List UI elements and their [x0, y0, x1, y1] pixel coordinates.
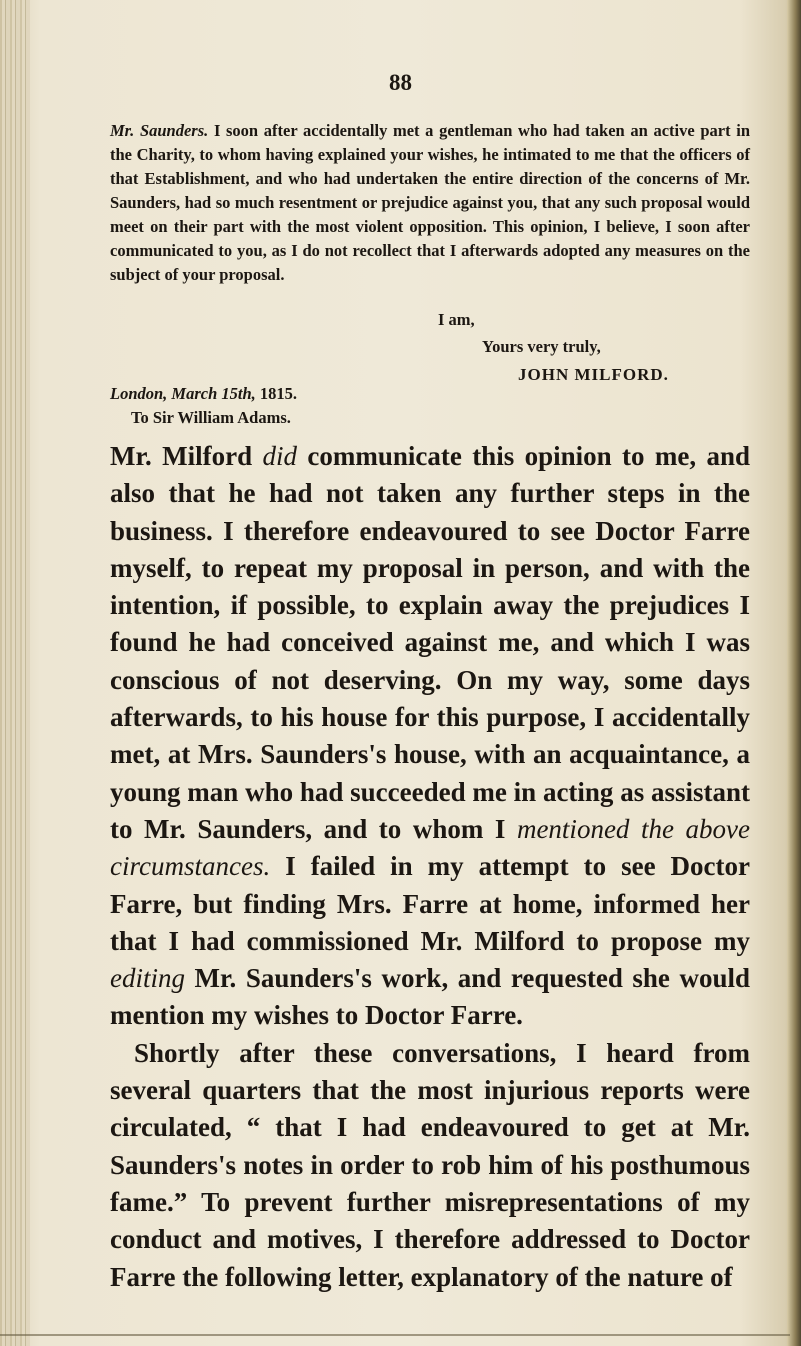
letter-salutation: Mr. Saunders. [110, 121, 209, 140]
letter-body: I soon after accidentally met a gentleman who had taken an active part in the Charity, to whom having explained your wishes, he intimated to me that the officers of that Establishment, and who had undertaken the entire direction of the concerns of Mr. Saunders, had so much resentment or prejudice against you, that any such proposal would meet on their part with the most violent opposition. This opinion, I believe, I soon after communicated to you, as I do not recollect that I afterwards adopted any measures on the subject of your proposal. [110, 121, 750, 284]
paragraph-1-text-c: communicate this opinion to me, and also that he had not taken any further steps in the business. I therefore endeavoured to see Doctor Farre myself, to repeat my proposal in person, and with the intention, if possible, to explain away the prejudices I found he had conceived against me, and which I was conscious of not deserving. On my way, some days afterwards, to his house for this purpose, I accidentally met, at Mrs. Saunders's house, with an acquaintance, a young man who had succeeded me in acting as assistant to Mr. Saunders, and to whom I [110, 441, 750, 844]
paragraph-1-text-e: I failed in my attempt to see Doctor Farre, but finding Mrs. Farre at home, informed her that I had commissioned Mr. Milford to propose my [110, 851, 750, 956]
letter-closing-yours: Yours very truly, [482, 337, 601, 356]
letter-place-date [110, 384, 297, 404]
page-edge-shadow [787, 0, 801, 1346]
paragraph-1-italic-mentioned: mentioned the above circumstances. [110, 813, 750, 882]
letter-closing-i-am: I am, [438, 310, 475, 329]
paragraph-1-italic-did: did [262, 441, 297, 471]
book-spine-shadow [0, 0, 30, 1346]
bottom-rule [0, 1334, 790, 1336]
paragraph-1-text-g: Mr. Saunders's work, and requested she would mention my wishes to Doctor Farre. [110, 963, 750, 1031]
paragraph-1 [110, 438, 750, 1035]
paragraph-1-text-a: Mr. Milford [110, 441, 263, 471]
letter-year: 1815. [259, 384, 298, 403]
page-number: 88 [389, 70, 412, 95]
letter-place: London, March 15th, [110, 384, 256, 403]
letter-signature: JOHN MILFORD. [518, 365, 669, 384]
quoted-letter [110, 119, 750, 287]
main-text [110, 438, 750, 1296]
paragraph-1-italic-editing: editing [110, 963, 185, 994]
letter-addressee: To Sir William Adams. [131, 408, 291, 427]
paragraph-2: Shortly after these conversations, I heard from several quarters that the most injurious reports were circulated, “ that I had endeavoured to get at Mr. Saunders's notes in order to rob him of his posthumous fame.” To prevent further misrepresentations of my conduct and motives, I therefore addressed to Doctor Farre the following letter, explanatory of the nature of [110, 1037, 750, 1292]
